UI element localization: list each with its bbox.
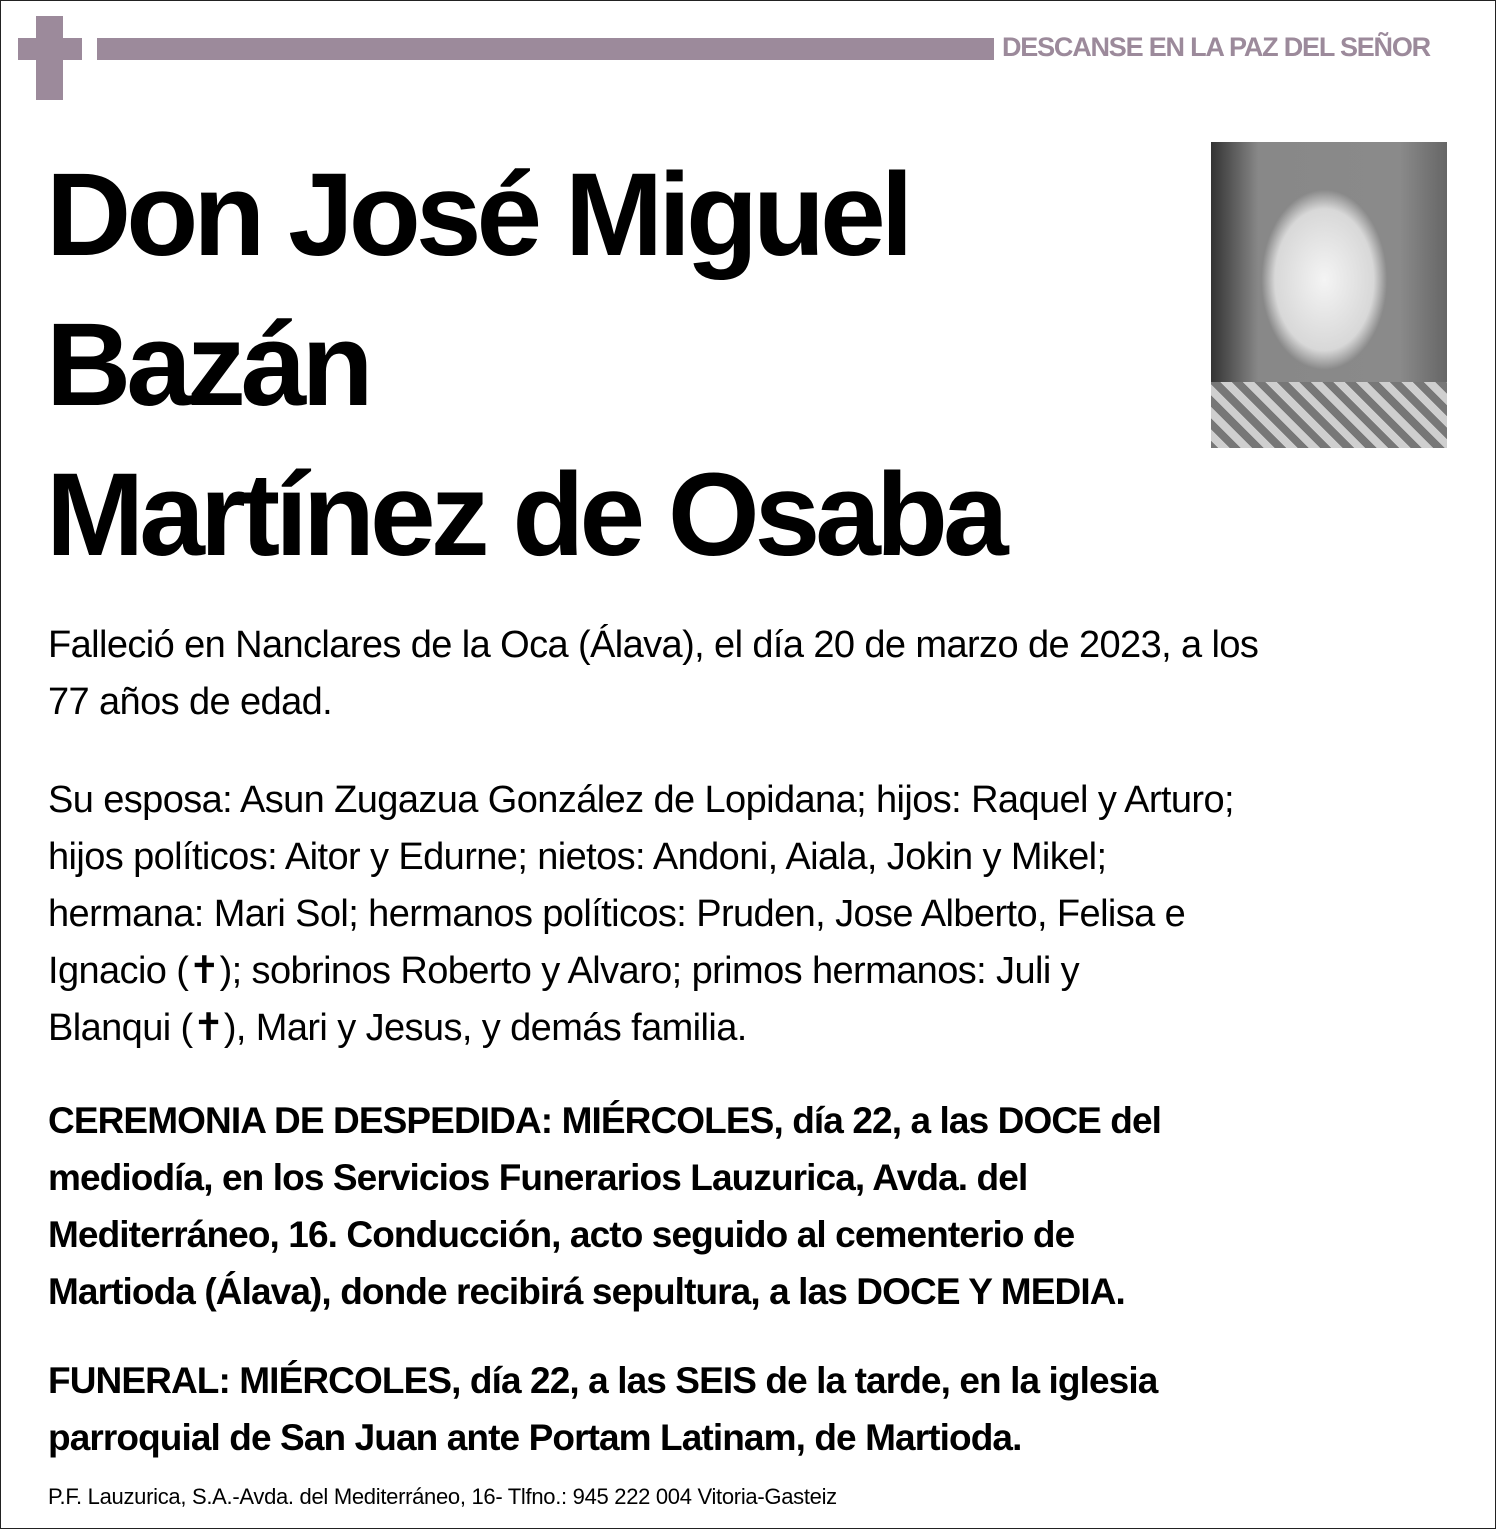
name-line: Don José Miguel: [46, 149, 909, 281]
text-line: Falleció en Nanclares de la Oca (Álava), el día 20 de marzo de 2023, a los: [48, 624, 1259, 666]
header-divider-bar: [97, 38, 994, 60]
text-line: Ignacio (✝); sobrinos Roberto y Alvaro; primos hermanos: Juli y: [48, 950, 1080, 992]
text-line: Su esposa: Asun Zugazua González de Lopidana; hijos: Raquel y Arturo;: [48, 779, 1234, 821]
text-line: hermana: Mari Sol; hermanos políticos: Pruden, Jose Alberto, Felisa e: [48, 893, 1186, 935]
ceremony-paragraph: [48, 1092, 1161, 1320]
deceased-name: [46, 140, 1004, 590]
funeral-home-footer: P.F. Lauzurica, S.A.-Avda. del Mediterráneo, 16- Tlfno.: 945 222 004 Vitoria-Gasteiz: [48, 1484, 837, 1509]
text-line: FUNERAL: MIÉRCOLES, día 22, a las SEIS de la tarde, en la iglesia: [48, 1360, 1158, 1401]
text-line: Martioda (Álava), donde recibirá sepultura, a las DOCE Y MEDIA.: [48, 1271, 1125, 1312]
header-tagline: DESCANSE EN LA PAZ DEL SEÑOR: [1002, 32, 1430, 62]
deceased-photo: [1211, 142, 1447, 448]
text-line: hijos políticos: Aitor y Edurne; nietos: Andoni, Aiala, Jokin y Mikel;: [48, 836, 1107, 878]
funeral-paragraph: [48, 1352, 1157, 1466]
text-line: Mediterráneo, 16. Conducción, acto seguido al cementerio de: [48, 1214, 1075, 1255]
text-line: mediodía, en los Servicios Funerarios Lauzurica, Avda. del: [48, 1157, 1028, 1198]
death-paragraph: [48, 617, 1258, 731]
family-paragraph: [48, 772, 1234, 1057]
text-line: 77 años de edad.: [48, 681, 333, 723]
text-line: CEREMONIA DE DESPEDIDA: MIÉRCOLES, día 22, a las DOCE del: [48, 1100, 1162, 1141]
text-line: parroquial de San Juan ante Portam Latinam, de Martioda.: [48, 1417, 1022, 1458]
text-line: Blanqui (✝), Mari y Jesus, y demás familia.: [48, 1007, 747, 1049]
name-line: Martínez de Osaba: [46, 449, 1004, 581]
name-line: Bazán: [46, 299, 369, 431]
